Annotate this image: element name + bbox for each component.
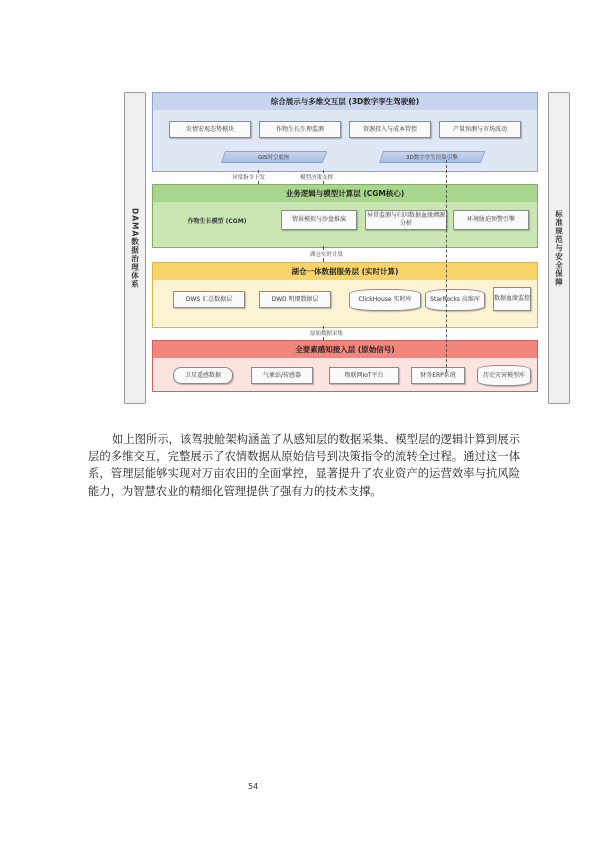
right-standards-bar: [548, 92, 570, 404]
dwd-box: DWD 明细数据层: [259, 291, 331, 308]
stress-warning-box: 环境胁迫预警引擎: [453, 210, 529, 230]
lakehouse-layer-title: 湖仓一体数据服务层 (实时计算): [153, 263, 537, 280]
yield-market-box: 产量预测与市场波动: [439, 121, 521, 138]
gis-base-slab: [221, 151, 327, 163]
perception-layer: [152, 340, 538, 392]
iot-platform-box: 物联网IoT平台: [329, 367, 399, 384]
raw-collection-label: 原始数据采集: [310, 331, 344, 337]
lineage-monitor-box: 数据血缘监控: [493, 287, 531, 311]
erp-system-box: 财务ERP系统: [411, 367, 465, 384]
gis-base-label: GIS时空底座: [258, 155, 290, 161]
cgm-model-box: 作物生长模型 (CGM): [187, 217, 247, 225]
page-number: 54: [248, 782, 259, 791]
clickhouse-cylinder: ClickHouse 实时库: [349, 289, 421, 311]
dws-box: DWS 汇总数据层: [173, 291, 245, 308]
command-dispatch-label: 异常指令下发: [232, 175, 266, 181]
growth-monitor-box: 作物生长生理监测: [259, 121, 341, 138]
macro-situation-box: 农情宏观态势模块: [169, 121, 251, 138]
body-paragraph: 如上图所示，该驾驶舱架构涵盖了从感知层的数据采集、模型层的逻辑计算到展示层的多维交互，完整展示了农情数据从原始信号到决策指令的流转全过程。通过这一体系，管理层能够实现对万亩农田的全面掌控，显著提升了农业资产的运营效率与抗风险能力，为智慧农业的精细化管理提供了强有力的技术支撑。: [88, 433, 520, 498]
model-support-label: 模型决策支撑: [300, 175, 334, 181]
cost-control-box: 资源投入与成本管控: [349, 121, 431, 138]
left-governance-bar: [124, 92, 146, 404]
logic-layer: [152, 184, 538, 248]
scenario-simulation-box: 情景模拟与沙盘推演: [281, 210, 357, 230]
left-bar-label: DAMA数据治理体系: [130, 207, 140, 289]
right-bar-label: 标准规范与安全保障: [554, 209, 564, 287]
architecture-diagram: [118, 90, 595, 410]
perception-layer-title: 全要素感知接入层 (原始信号): [153, 341, 537, 358]
render-engine-label: 3D数字孪生渲染引擎: [406, 155, 458, 161]
disaster-model-cylinder: 历史灾害模型库: [477, 365, 531, 386]
display-layer: [152, 92, 538, 172]
display-layer-title: 综合展示与多维交互层 (3D数字孪生驾驶舱): [153, 93, 537, 110]
anomaly-attribution-box: 异常监测与归因数据血缘溯源分析: [365, 210, 447, 230]
satellite-data-box: 卫星遥感数据: [173, 367, 233, 384]
starrocks-cylinder: StarRocks 高维库: [425, 289, 485, 311]
lakehouse-layer: [152, 262, 538, 328]
weather-sensor-box: 气象站/传感器: [251, 367, 313, 384]
logic-layer-title: 业务逻辑与模型计算层 (CGM核心): [153, 185, 537, 202]
lakehouse-compute-label: 湖仓实时计算: [310, 252, 344, 258]
dashed-feedback-line: [446, 160, 447, 372]
render-engine-slab: [379, 151, 485, 163]
